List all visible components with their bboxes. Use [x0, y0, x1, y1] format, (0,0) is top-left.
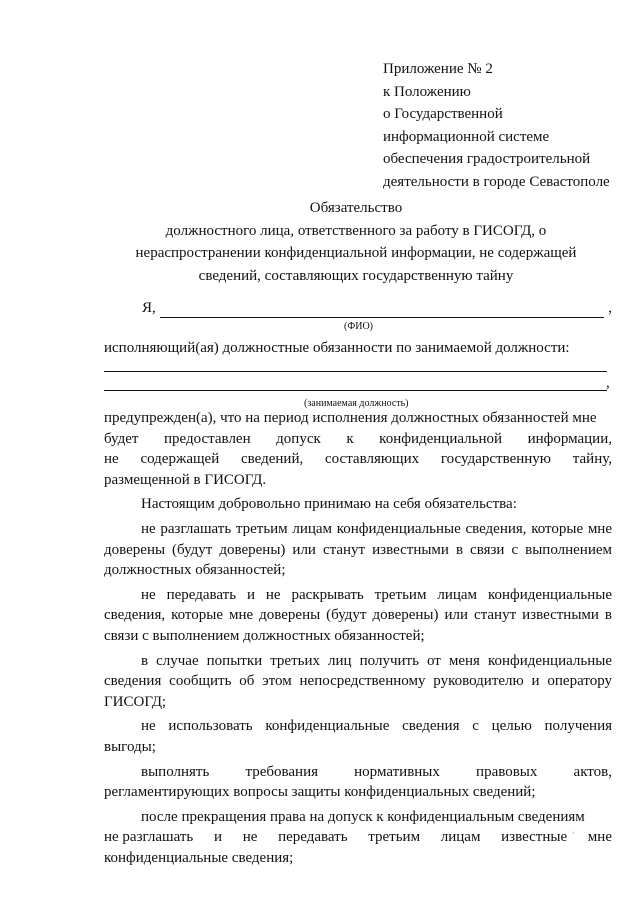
appendix-line: информационной системе [383, 128, 550, 145]
obligation-item-1: не разглашать третьим лицам конфиденциальные сведения, которые мне доверены (будут доверены) или станут известными в связи с выполнением должностных обязанностей; [104, 520, 612, 579]
item6-second-line [104, 827, 612, 848]
obligation-item-5 [104, 762, 612, 803]
intro-word: составляющих [325, 451, 420, 468]
item5-word: требования [245, 763, 318, 780]
intro-text: размещенной в ГИСОГД. [104, 471, 267, 488]
item6-word: не разглашать [104, 829, 194, 846]
intro-line [104, 470, 612, 491]
fio-caption: (ФИО) [344, 321, 374, 332]
item5-first-line [104, 762, 612, 783]
item6-word: передавать [278, 829, 348, 846]
intro-word: информации, [527, 430, 612, 447]
intro-text: предупрежден(а), что на период исполнения должностных обязанностей мне [104, 410, 597, 426]
position-blank-line-1[interactable] [104, 371, 607, 372]
position-comma: , [606, 375, 610, 391]
position-caption: (занимаемая должность) [304, 398, 409, 409]
item6-first-line: после прекращения права на допуск к конфиденциальным сведениям [141, 808, 585, 825]
intro-word: допуск [276, 430, 321, 447]
ya-label: Я, [142, 300, 156, 316]
scan-mark: ‘ [572, 830, 575, 839]
item5-word: актов, [573, 763, 612, 780]
item5-rest: регламентирующих вопросы защиты конфиденциальных сведений; [104, 784, 536, 801]
document-title [100, 197, 612, 287]
intro-line [104, 408, 612, 429]
appendix-header [383, 58, 628, 193]
intro-word: к [346, 430, 354, 447]
appendix-line: обеспечения градостроительной [383, 151, 591, 167]
obligation-item-6 [104, 807, 612, 869]
item6-rest: конфиденциальные сведения; [104, 849, 294, 866]
fio-blank-line[interactable] [160, 317, 604, 318]
item5-word: нормативных [354, 763, 440, 780]
intro-word: тайну, [572, 451, 612, 468]
appendix-line: о Государственной [383, 106, 503, 122]
document-body [104, 408, 612, 868]
appendix-line: деятельности в городе Севастополе [383, 173, 610, 190]
appendix-line: к Положению [383, 83, 471, 100]
position-intro: исполняющий(ая) должностные обязанности по занимаемой должности: [104, 340, 570, 356]
intro-word: не [104, 451, 119, 468]
item6-word: лицам [440, 829, 481, 846]
intro-word: будет [104, 430, 139, 447]
item6-word: не [242, 829, 258, 846]
item6-word: и [213, 829, 222, 846]
intro-line [104, 449, 612, 470]
accept-paragraph: Настоящим добровольно принимаю на себя обязательства: [141, 496, 517, 513]
item6-word: третьим [368, 829, 421, 846]
item5-word: правовых [476, 763, 538, 780]
appendix-line: Приложение № 2 [383, 61, 493, 77]
intro-word: сведений, [241, 451, 304, 468]
title-line: Обязательство [309, 200, 403, 216]
intro-word: содержащей [140, 451, 220, 468]
intro-word: государственную [440, 451, 551, 468]
intro-word: предоставлен [164, 430, 251, 447]
item6-word: мне [587, 829, 612, 846]
title-line: сведений, составляющих государственную тайну [198, 267, 514, 284]
fio-comma: , [608, 300, 612, 316]
obligation-item-2: не передавать и не раскрывать третьим лицам конфиденциальные сведения, которые мне доверены (будут доверены) или станут известными в связи с выполнением должностных обязанностей; [104, 586, 612, 644]
intro-word: конфиденциальной [379, 430, 503, 447]
obligation-item-4: не использовать конфиденциальные сведения с целью получения выгоды; [104, 718, 612, 755]
obligation-item-3: в случае попытки третьих лиц получить от меня конфиденциальные сведения сообщить об этом непосредственному руководителю и оператору ГИСОГД; [104, 652, 612, 710]
title-line: нераспространении конфиденциальной информации, не содержащей [135, 245, 577, 262]
fio-row [142, 300, 612, 322]
position-blank-line-2[interactable] [104, 390, 607, 391]
intro-line [104, 429, 612, 450]
title-line: должностного лица, ответственного за работу в ГИСОГД, о [165, 222, 547, 239]
item5-word: выполнять [141, 763, 210, 780]
item6-word: известные [501, 829, 568, 846]
